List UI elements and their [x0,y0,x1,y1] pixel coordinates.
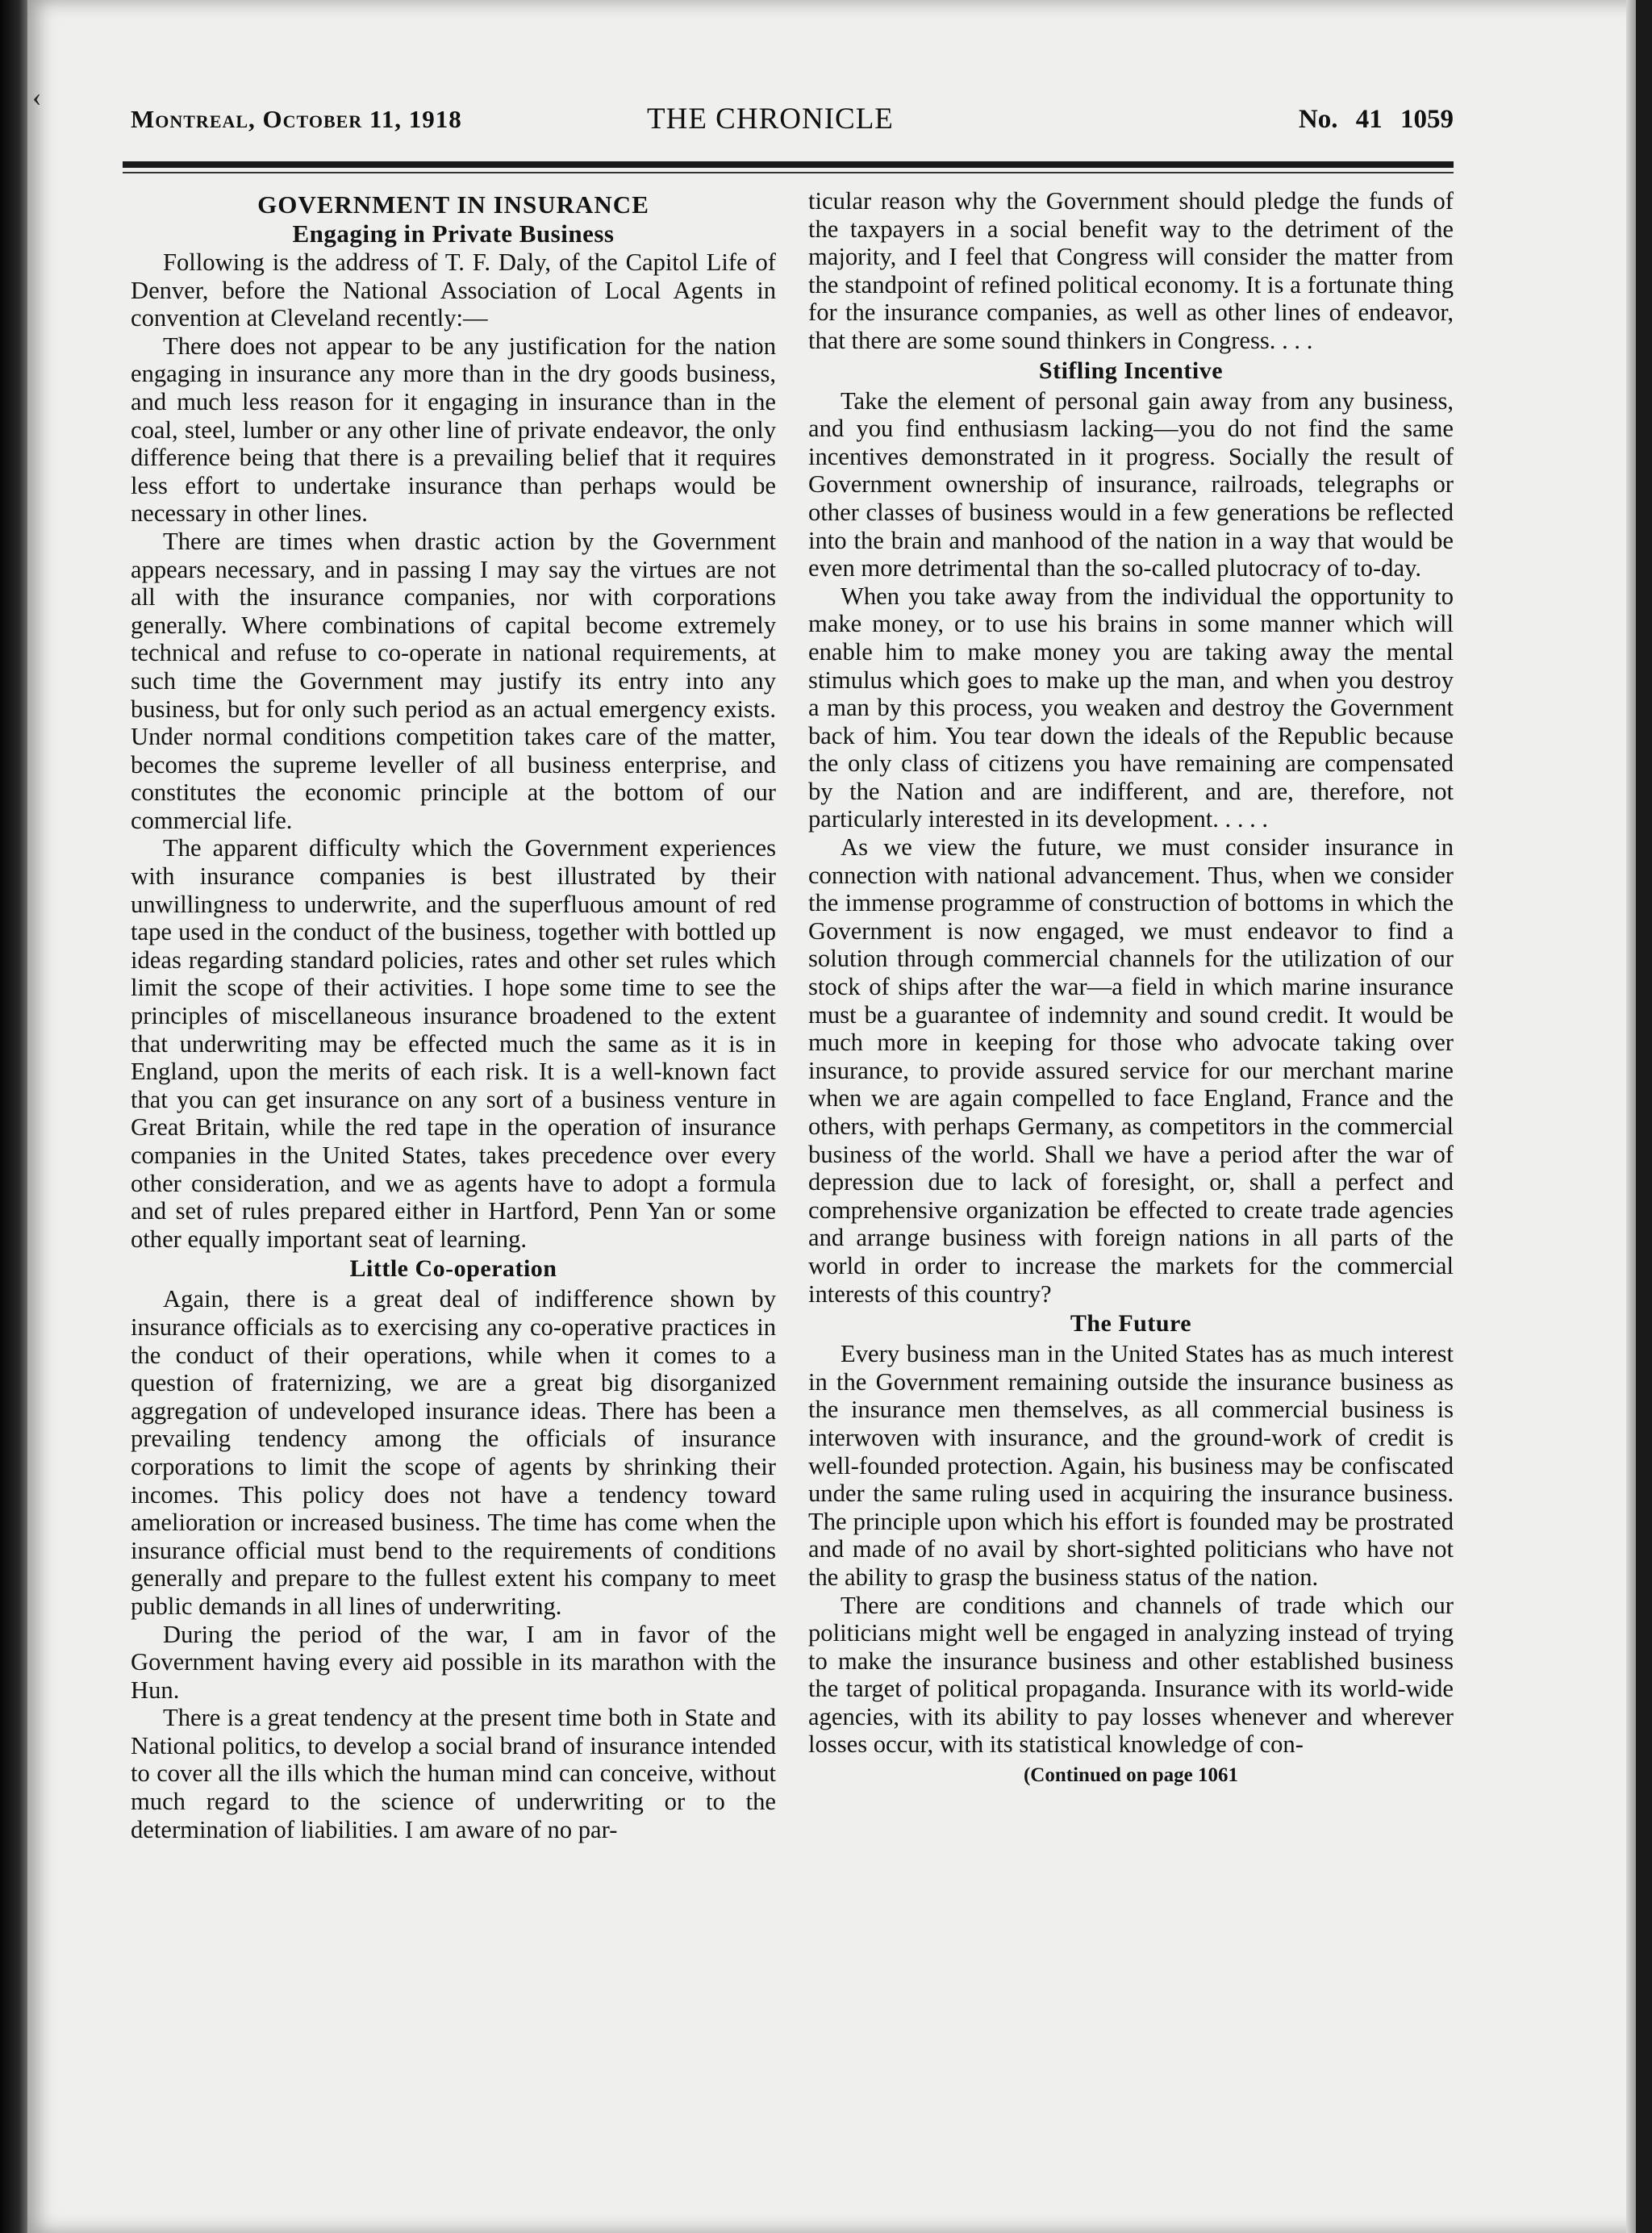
body-paragraph: Again, there is a great deal of indifference shown by insurance officials as to exercising any co-operative practices in the conduct of their operations, while when it comes to a question of fraternizing, we are a great big disorganized aggregation of undeveloped insurance ideas. There has been a prevailing tendency among the officials of insurance corporations to limit the scope of agents by shrinking their incomes. This policy does not have a tendency toward amelioration or increased business. The time has come when the insurance official must bend to the requirements of conditions generally and prepare to the fullest extent his company to meet public demands in all lines of underwriting. [131,1285,776,1620]
body-paragraph: There does not appear to be any justification for the nation engaging in insurance any more than in the dry goods business, and much less reason for it engaging in insurance than in the coal, steel, lumber or any other line of private endeavor, the only difference being that there is a prevailing belief that it requires less effort to undertake insurance than perhaps would be necessary in other lines. [131,332,776,528]
body-paragraph: During the period of the war, I am in favor of the Government having every aid possible in its marathon with the Hun. [131,1620,776,1704]
book-binding-shadow [0,0,27,2233]
section-heading-little-cooperation: Little Co-operation [349,1255,557,1283]
section-heading-stifling-incentive: Stifling Incentive [1038,357,1224,384]
intro-paragraph: Following is the address of T. F. Daly, of the Capitol Life of Denver, before the National Association of Local Agents in convention at Cleveland recently:— [131,248,776,332]
body-paragraph: As we view the future, we must consider insurance in connection with national advancement. Thus, when we consider the immense programme of construction of bottoms in which the Government is now engaged, we must endeavor to find a solution through commercial channels for the utilization of our stock of ships after the war—a field in which marine insurance must be a guarantee of indemnity and sound credit. It would be much more in keeping for those who advocate taking over insurance, to provide assured service for our merchant marine when we are again compelled to face England, France and the others, with perhaps Germany, as competitors in the commercial business of the world. Shall we have a period after the war of depression due to lack of foresight, or, shall a perfect and comprehensive organization be effected to create trade agencies and arrange business with foreign nations in all parts of the world in order to increase the markets for the commercial interests of this country? [808,833,1454,1308]
continued-paragraph: ticular reason why the Government should pledge the funds of the taxpayers in a social benefit way to the detriment of the majority, and I feel that Congress will consider the matter from the standpoint of refined political economy. It is a fortunate thing for the insurance companies, as well as other lines of endeavor, that there are some sound thinkers in Congress. . . . [808,187,1454,354]
body-paragraph: There are conditions and channels of trade which our politicians might well be engaged in analyzing instead of trying to make the insurance business and other established business the target of political propaganda. Insurance with its world-wide agencies, with its ability to pay losses whenever and wherever losses occur, with its statistical knowledge of con- [808,1591,1454,1759]
page-corner-mark: ‹ [32,82,42,112]
continued-on-page-note: (Continued on page 1061 [1023,1764,1238,1787]
body-paragraph: Take the element of personal gain away from any business, and you find enthusiasm lacking—you do not find the same incentives demonstrated in it progress. Socially the result of Government ownership of insurance, railroads, telegraphs or other classes of business would in a few generations be reflected into the brain and manhood of the nation in a way that would be even more detrimental than the so-called plutocracy of to-day. [808,386,1454,582]
body-paragraph: When you take away from the individual the opportunity to make money, or to use his brains in some manner which will enable him to make money you are taking away the mental stimulus which goes to make up the man, and when you destroy a man by this process, you weaken and destroy the Government back of him. You tear down the ideals of the Republic because the only class of citizens you have remaining are compensated by the Nation and are indifferent, and are, therefore, not particularly interested in its development. . . . . [808,582,1454,833]
section-heading-the-future: The Future [1070,1310,1192,1338]
publication-title: THE CHRONICLE [647,102,894,136]
body-paragraph: The apparent difficulty which the Government experiences with insurance companies is best illustrated by their unwillingness to underwrite, and the superfluous amount of red tape used in the conduct of the business, together with bottled up ideas regarding standard policies, rates and other set rules which limit the scope of their activities. I hope some time to see the principles of miscellaneous insurance broadened to the extent that underwriting may be effected much the same as it is in England, upon the merits of each risk. It is a well-known fact that you can get insurance on any sort of a business venture in Great Britain, while the red tape in the operation of insurance companies in the United States, takes precedence over every other consideration, and we as agents have to adopt a formula and set of rules prepared either in Hartford, Penn Yan or some other equally important seat of learning. [131,834,776,1253]
running-head [131,102,1454,150]
body-paragraph: There is a great tendency at the present time both in State and National politics, to develop a social brand of insurance intended to cover all the ills which the human mind can conceive, without much regard to the science of underwriting or to the determination of liabilities. I am aware of no par- [131,1704,776,1843]
header-rule-thick [123,161,1454,168]
header-rule-thin [123,172,1454,173]
body-paragraph: Every business man in the United States has as much interest in the Government remaining outside the insurance business as the insurance men themselves, as all commercial business is interwoven with insurance, and the ground-work of credit is well-founded protection. Again, his business may be confiscated under the same ruling used in acquiring the insurance business. The principle upon which his effort is founded may be prostrated and made of no avail by short-sighted politicians who have not the ability to grasp the business status of the nation. [808,1340,1454,1591]
body-paragraph: There are times when drastic action by the Government appears necessary, and in passing I may say the virtues are not all with the insurance companies, nor with corporations generally. Where combinations of capital become extremely technical and refuse to co-operate in national requirements, at such time the Government may justify its entry into any business, but for only such period as an actual emergency exists. Under normal conditions competition takes care of the matter, becomes the supreme leveller of all business enterprise, and constitutes the economic principle at the bottom of our commercial life. [131,527,776,834]
left-column [131,187,776,1843]
right-column [808,187,1454,1789]
issue-and-page-number: No. 41 1059 [1298,105,1454,134]
header-dateline: Montreal, October 11, 1918 [131,105,462,133]
page-edge [1626,0,1636,2233]
article-title: GOVERNMENT IN INSURANCE [257,190,649,219]
article-subtitle: Engaging in Private Business [292,219,615,248]
